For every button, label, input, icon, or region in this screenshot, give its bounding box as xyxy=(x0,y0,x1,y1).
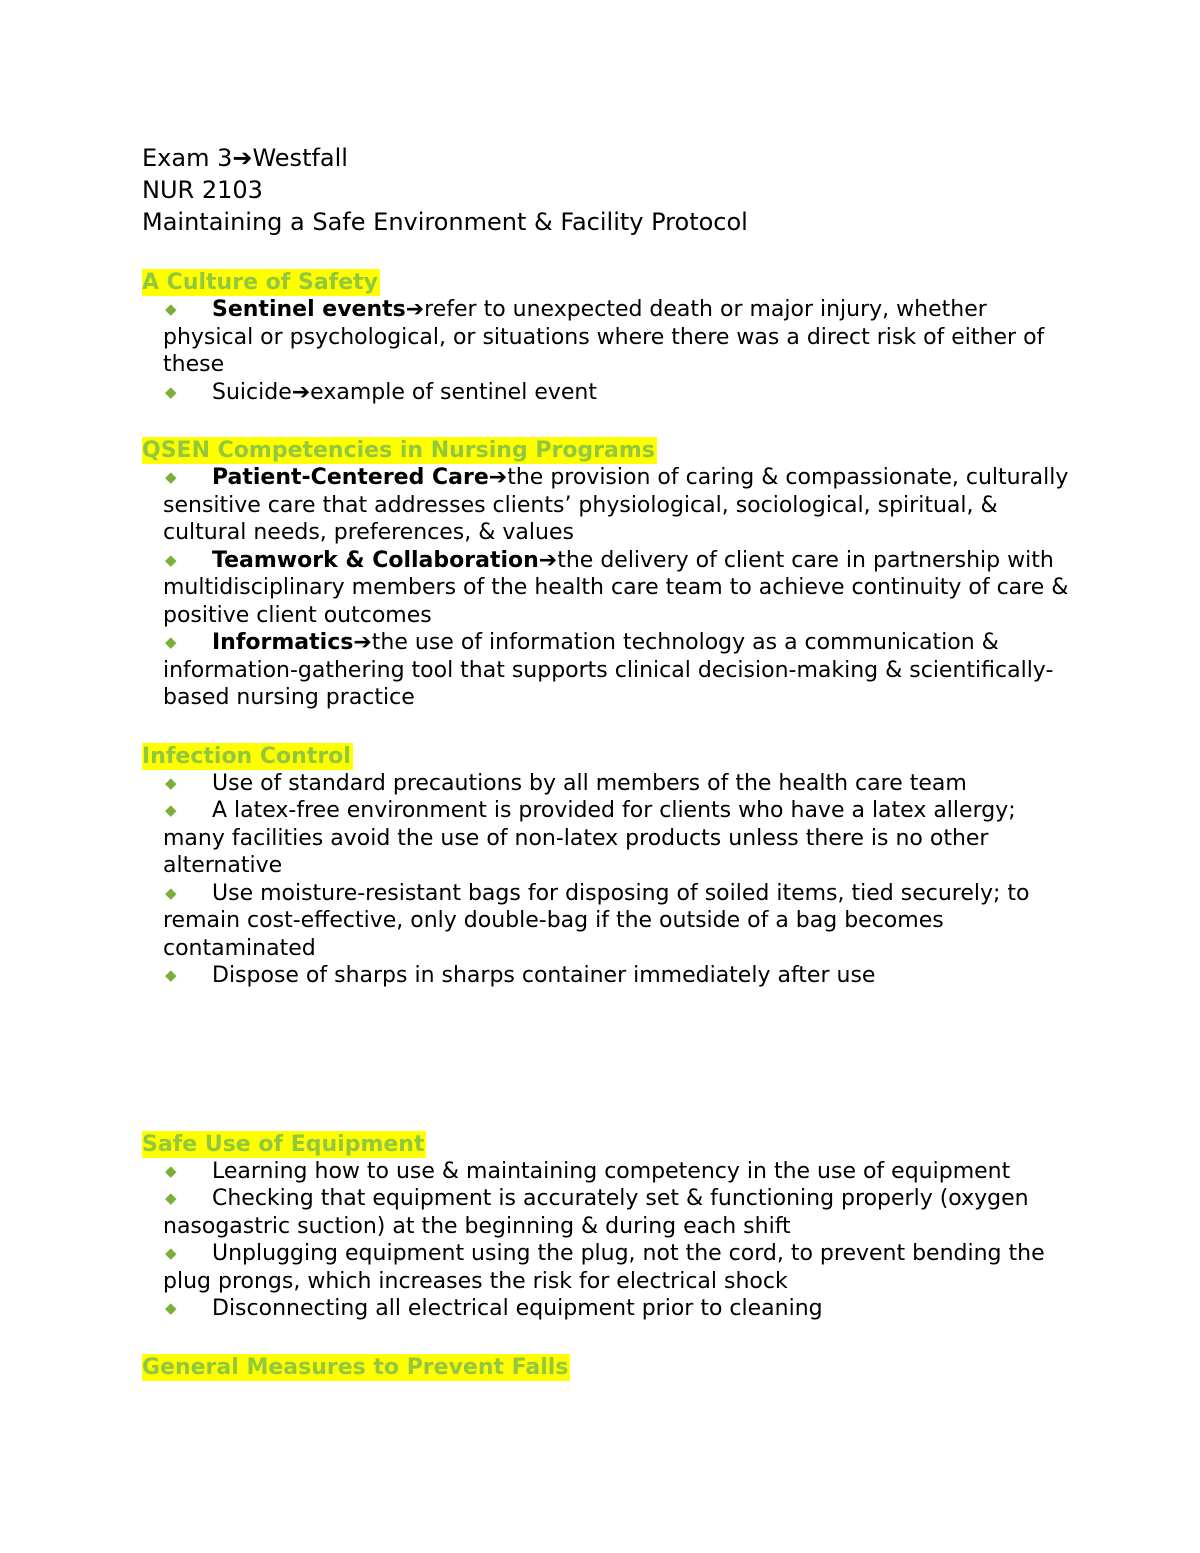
diamond-bullet-icon: ◆ xyxy=(165,382,177,401)
diamond-bullet-icon: ◆ xyxy=(165,1244,177,1262)
section-infection-control xyxy=(142,743,1072,990)
item-text: Disconnecting all electrical equipment prior to cleaning xyxy=(212,1296,823,1321)
section-culture-of-safety xyxy=(142,269,1072,406)
item-text: Checking that equipment is accurately set & functioning properly (oxygen nasogastric suction) at the beginning & during each shift xyxy=(163,1186,1029,1239)
definition: refer to unexpected death or major injury, whether physical or psychological, or situations where there was a direct risk of either of these xyxy=(163,297,1045,377)
list-item xyxy=(163,296,1072,379)
diamond-bullet-icon: ◆ xyxy=(165,801,177,819)
item-text: Unplugging equipment using the plug, not the cord, to prevent bending the plug prongs, which increases the risk for electrical shock xyxy=(163,1241,1045,1294)
diamond-bullet-icon: ◆ xyxy=(165,883,177,902)
list-item xyxy=(163,1158,1072,1186)
section-prevent-falls xyxy=(142,1354,1072,1381)
term: Informatics xyxy=(212,630,354,655)
diamond-bullet-icon: ◆ xyxy=(165,633,177,651)
bullet-list xyxy=(142,1158,1072,1323)
list-item xyxy=(163,962,1072,990)
definition: the use of information technology as a communication & information-gathering tool that supports clinical decision-making & scientifically-based nursing practice xyxy=(163,630,1054,710)
diamond-bullet-icon: ◆ xyxy=(165,468,177,486)
section-heading: Safe Use of Equipment xyxy=(142,1131,425,1157)
list-item xyxy=(163,464,1072,547)
arrow-icon: ➔ xyxy=(538,547,558,573)
document-title: Maintaining a Safe Environment & Facility Protocol xyxy=(142,208,748,236)
arrow-icon: ➔ xyxy=(232,144,253,172)
course-code: NUR 2103 xyxy=(142,176,263,204)
definition: example of sentinel event xyxy=(310,379,597,405)
list-item xyxy=(163,547,1072,630)
section-heading: QSEN Competencies in Nursing Programs xyxy=(142,438,655,463)
section-safe-use-of-equipment xyxy=(142,1131,1072,1323)
bullet-list xyxy=(142,296,1072,406)
arrow-icon: ➔ xyxy=(488,465,508,490)
section-heading: Infection Control xyxy=(142,743,351,769)
diamond-bullet-icon: ◆ xyxy=(165,773,177,792)
term: Patient-Centered Care xyxy=(212,465,489,490)
list-item xyxy=(163,797,1072,880)
term: Sentinel events xyxy=(212,297,406,322)
term: Suicide xyxy=(212,379,292,405)
arrow-icon: ➔ xyxy=(353,630,372,655)
section-heading: A Culture of Safety xyxy=(142,270,379,295)
section-qsen-competencies xyxy=(142,437,1072,712)
item-text: Dispose of sharps in sharps container immediately after use xyxy=(212,963,876,988)
definition: the delivery of client care in partnership with multidisciplinary members of the health care team to achieve continuity of care & positive client outcomes xyxy=(163,547,1069,628)
diamond-bullet-icon: ◆ xyxy=(165,1189,177,1207)
list-item xyxy=(163,1185,1072,1240)
list-item xyxy=(163,1295,1072,1323)
list-item xyxy=(163,379,1072,407)
arrow-icon: ➔ xyxy=(291,379,311,405)
bullet-list xyxy=(142,770,1072,990)
definition: the provision of caring & compassionate, culturally sensitive care that addresses clients’ physiological, sociological, spiritual, & cultural needs, preferences, & values xyxy=(163,465,1069,545)
bullet-list xyxy=(142,464,1072,712)
item-text: A latex-free environment is provided for clients who have a latex allergy; many facilities avoid the use of non-latex products unless there is no other alternative xyxy=(163,798,1016,878)
term: Teamwork & Collaboration xyxy=(212,547,539,573)
item-text: Learning how to use & maintaining competency in the use of equipment xyxy=(212,1158,1011,1184)
item-text: Use moisture-resistant bags for disposing of soiled items, tied securely; to remain cost-effective, only double-bag if the outside of a bag becomes contaminated xyxy=(163,880,1030,961)
list-item xyxy=(163,1240,1072,1295)
arrow-icon: ➔ xyxy=(405,297,425,322)
exam-label: Exam 3 xyxy=(142,144,233,172)
document-header xyxy=(142,142,1072,238)
diamond-bullet-icon: ◆ xyxy=(165,300,177,318)
diamond-bullet-icon: ◆ xyxy=(165,966,177,984)
exam-title xyxy=(142,142,1072,174)
section-heading: General Measures to Prevent Falls xyxy=(142,1354,569,1380)
diamond-bullet-icon: ◆ xyxy=(165,550,177,569)
item-text: Use of standard precautions by all members of the health care team xyxy=(212,770,967,796)
diamond-bullet-icon: ◆ xyxy=(165,1161,177,1180)
list-item xyxy=(163,770,1072,798)
diamond-bullet-icon: ◆ xyxy=(165,1299,177,1317)
list-item xyxy=(163,629,1072,712)
list-item xyxy=(163,880,1072,963)
document-page xyxy=(142,142,1072,1381)
instructor-name: Westfall xyxy=(252,144,348,172)
